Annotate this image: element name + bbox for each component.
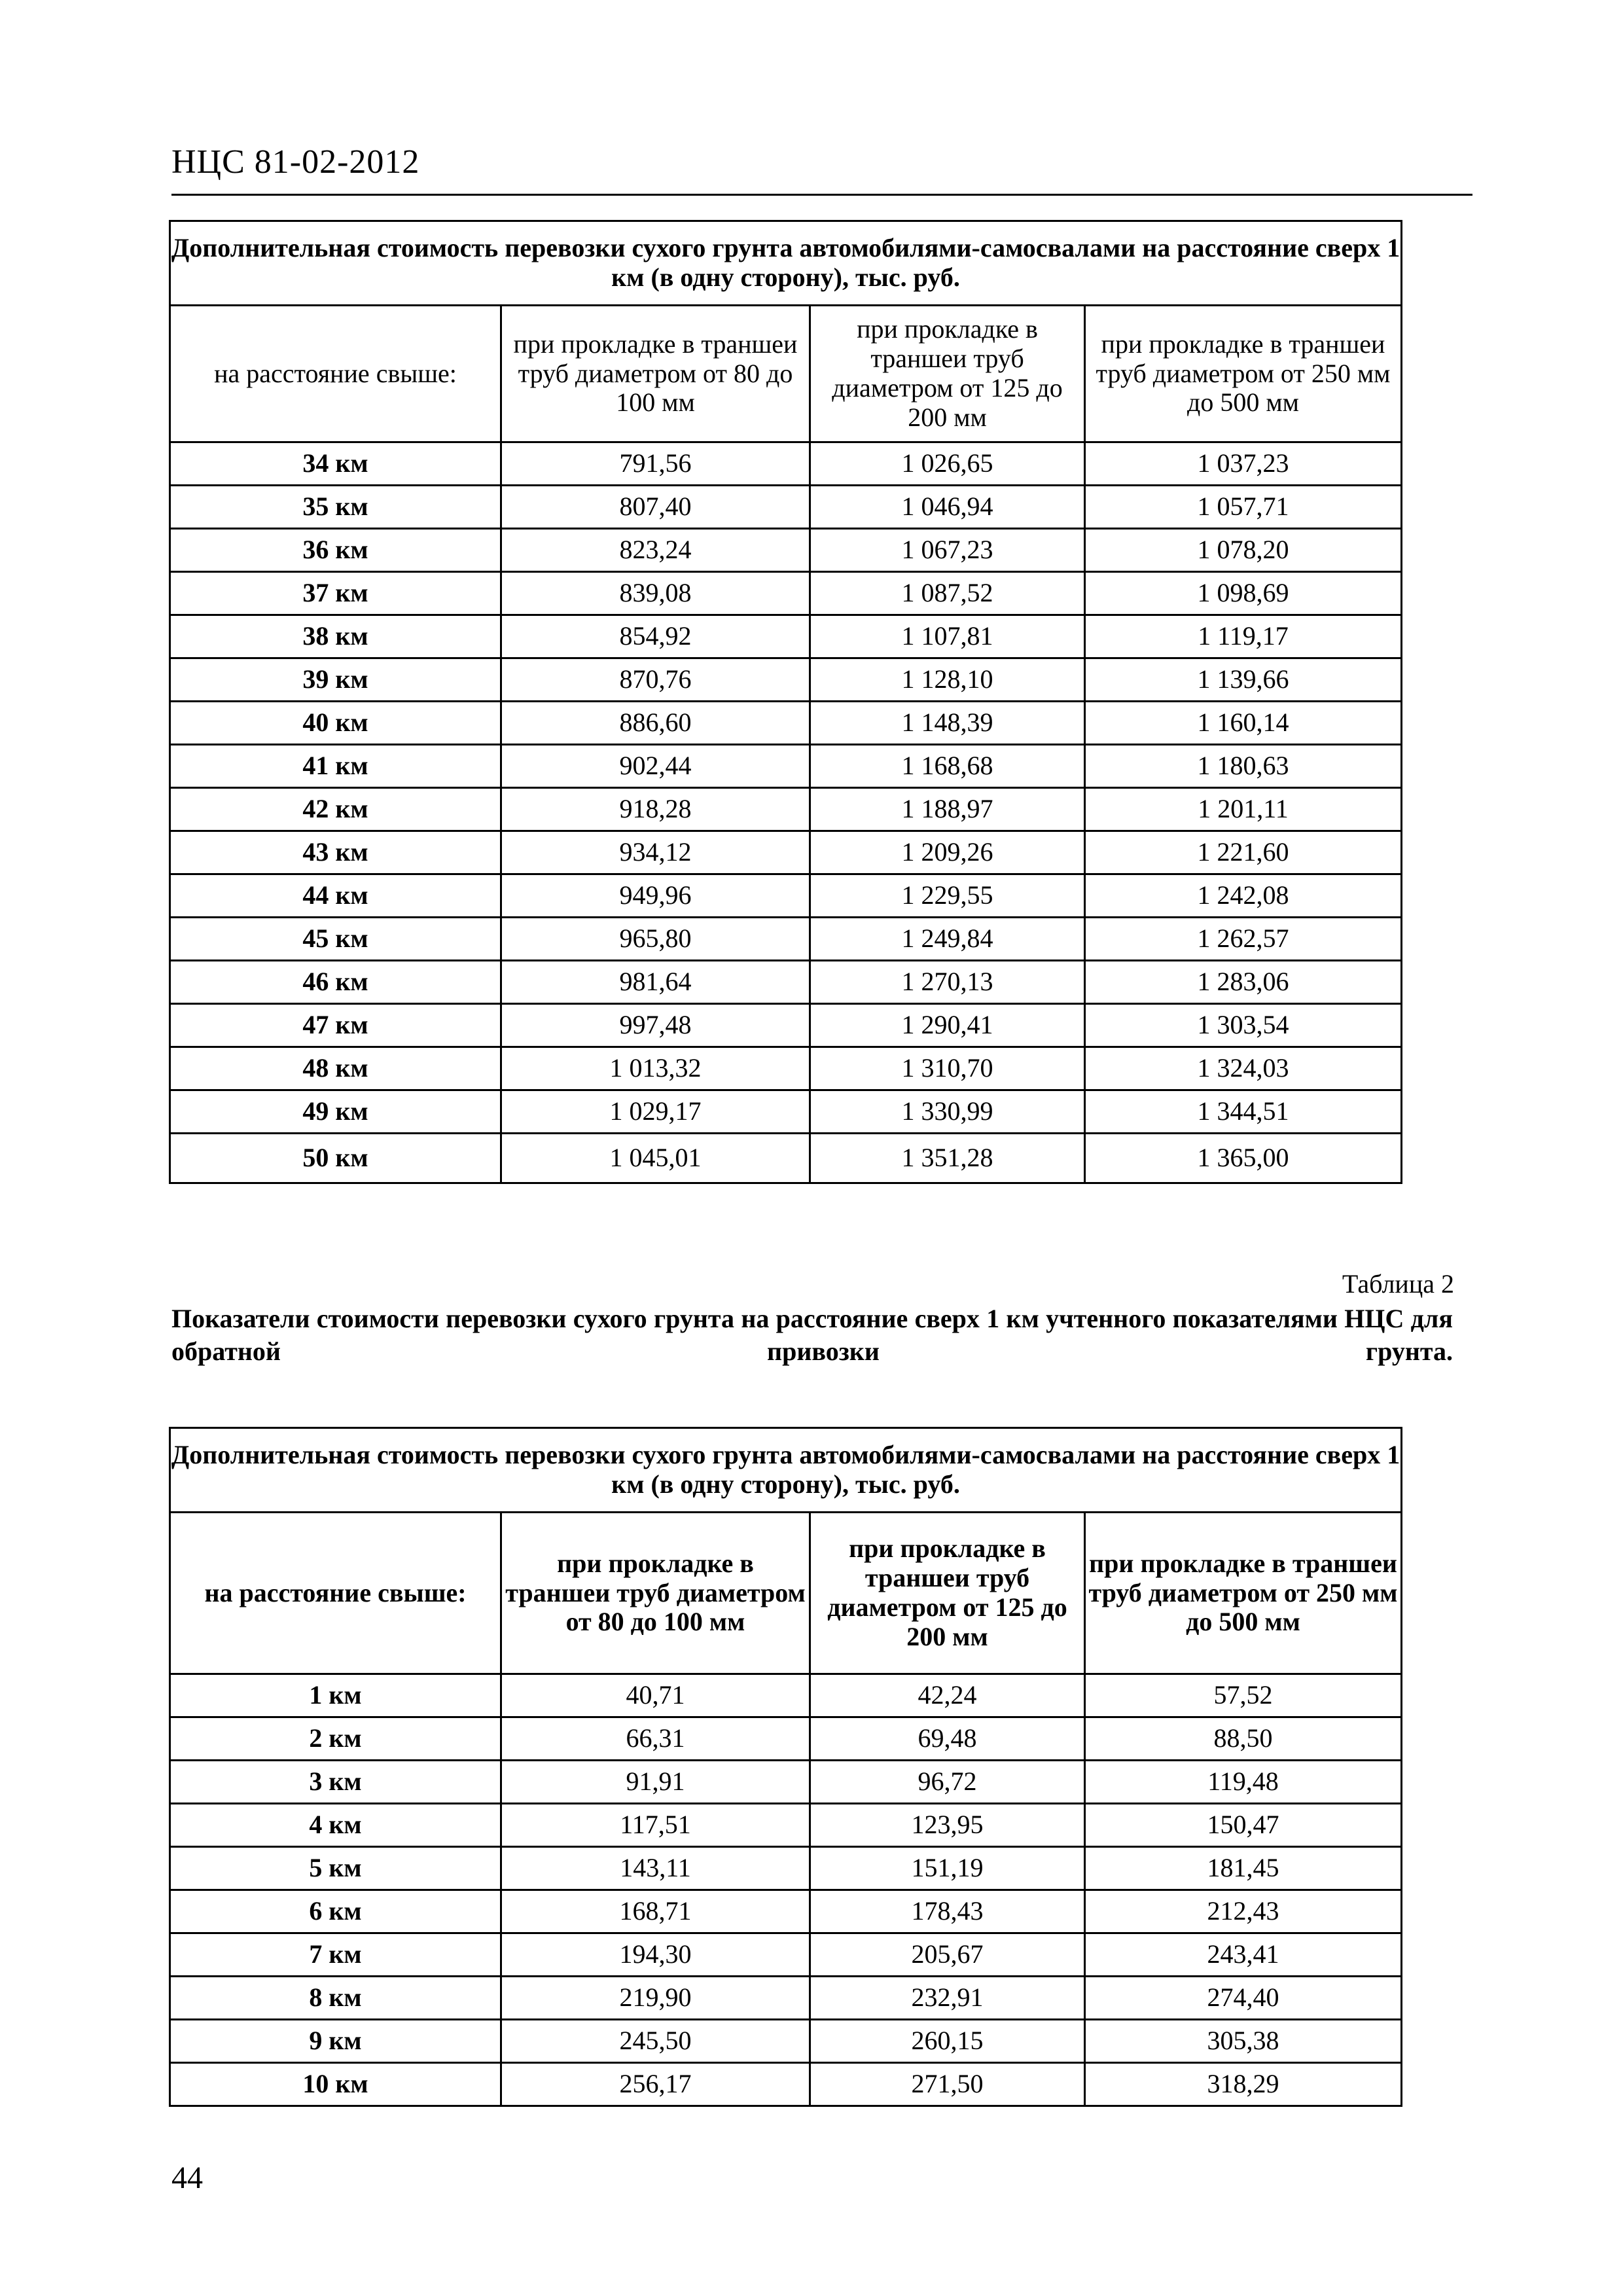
row-distance: 8 км bbox=[170, 1977, 501, 2020]
cost-diameter-80-100: 981,64 bbox=[501, 961, 810, 1004]
cost-diameter-125-200: 1 310,70 bbox=[810, 1047, 1085, 1090]
cost-diameter-250-500: 1 119,17 bbox=[1085, 615, 1402, 658]
row-distance: 35 км bbox=[170, 486, 501, 529]
cost-diameter-250-500: 1 078,20 bbox=[1085, 529, 1402, 572]
table-row bbox=[170, 615, 1402, 658]
cost-diameter-80-100: 117,51 bbox=[501, 1804, 810, 1847]
table-row bbox=[170, 874, 1402, 918]
table-row bbox=[170, 1761, 1402, 1804]
row-distance: 41 км bbox=[170, 745, 501, 788]
row-distance: 10 км bbox=[170, 2063, 501, 2106]
column-header-diameter-80-100: при прокладке в траншеи труб диаметром от 80 до 100 мм bbox=[501, 1513, 810, 1674]
cost-diameter-125-200: 1 229,55 bbox=[810, 874, 1085, 918]
cost-diameter-250-500: 1 221,60 bbox=[1085, 831, 1402, 874]
table-caption: Дополнительная стоимость перевозки сухого грунта автомобилями-самосвалами на расстояние сверх 1 км (в одну сторону), тыс. руб. bbox=[170, 1428, 1402, 1513]
cost-diameter-80-100: 807,40 bbox=[501, 486, 810, 529]
cost-diameter-125-200: 205,67 bbox=[810, 1933, 1085, 1977]
column-header-diameter-80-100: при прокладке в траншеи труб диаметром от 80 до 100 мм bbox=[501, 306, 810, 442]
cost-diameter-250-500: 1 139,66 bbox=[1085, 658, 1402, 702]
row-distance: 45 км bbox=[170, 918, 501, 961]
cost-diameter-80-100: 823,24 bbox=[501, 529, 810, 572]
row-distance: 44 км bbox=[170, 874, 501, 918]
cost-diameter-80-100: 965,80 bbox=[501, 918, 810, 961]
transport-cost-table-34-50km bbox=[169, 220, 1402, 1184]
cost-diameter-125-200: 151,19 bbox=[810, 1847, 1085, 1890]
table-caption: Дополнительная стоимость перевозки сухого грунта автомобилями-самосвалами на расстояние сверх 1 км (в одну сторону), тыс. руб. bbox=[170, 221, 1402, 306]
table-row bbox=[170, 442, 1402, 486]
table-label: Таблица 2 bbox=[1342, 1269, 1454, 1299]
table-row bbox=[170, 2063, 1402, 2106]
table-row bbox=[170, 572, 1402, 615]
table-row bbox=[170, 788, 1402, 831]
cost-diameter-125-200: 232,91 bbox=[810, 1977, 1085, 2020]
cost-diameter-80-100: 1 029,17 bbox=[501, 1090, 810, 1134]
table-row bbox=[170, 918, 1402, 961]
cost-diameter-250-500: 88,50 bbox=[1085, 1717, 1402, 1761]
row-distance: 34 км bbox=[170, 442, 501, 486]
table-row bbox=[170, 486, 1402, 529]
table-row bbox=[170, 2020, 1402, 2063]
column-header-diameter-125-200: при прокладке в траншеи труб диаметром от 125 до 200 мм bbox=[810, 306, 1085, 442]
cost-diameter-250-500: 1 344,51 bbox=[1085, 1090, 1402, 1134]
table-row bbox=[170, 702, 1402, 745]
row-distance: 4 км bbox=[170, 1804, 501, 1847]
cost-diameter-80-100: 870,76 bbox=[501, 658, 810, 702]
row-distance: 5 км bbox=[170, 1847, 501, 1890]
column-header-diameter-125-200: при прокладке в траншеи труб диаметром от 125 до 200 мм bbox=[810, 1513, 1085, 1674]
row-distance: 2 км bbox=[170, 1717, 501, 1761]
cost-diameter-250-500: 1 303,54 bbox=[1085, 1004, 1402, 1047]
cost-diameter-80-100: 256,17 bbox=[501, 2063, 810, 2106]
cost-diameter-250-500: 119,48 bbox=[1085, 1761, 1402, 1804]
table-row bbox=[170, 1933, 1402, 1977]
row-distance: 42 км bbox=[170, 788, 501, 831]
transport-cost-table-1-10km bbox=[169, 1427, 1402, 2107]
cost-diameter-80-100: 168,71 bbox=[501, 1890, 810, 1933]
row-distance: 3 км bbox=[170, 1761, 501, 1804]
row-distance: 36 км bbox=[170, 529, 501, 572]
table-row bbox=[170, 1674, 1402, 1717]
table-row bbox=[170, 529, 1402, 572]
row-distance: 9 км bbox=[170, 2020, 501, 2063]
table-row bbox=[170, 1977, 1402, 2020]
cost-diameter-250-500: 1 242,08 bbox=[1085, 874, 1402, 918]
cost-diameter-125-200: 1 046,94 bbox=[810, 486, 1085, 529]
cost-diameter-80-100: 1 045,01 bbox=[501, 1134, 810, 1183]
cost-diameter-250-500: 212,43 bbox=[1085, 1890, 1402, 1933]
table-row bbox=[170, 1134, 1402, 1183]
cost-diameter-125-200: 1 351,28 bbox=[810, 1134, 1085, 1183]
cost-diameter-125-200: 271,50 bbox=[810, 2063, 1085, 2106]
cost-diameter-125-200: 1 107,81 bbox=[810, 615, 1085, 658]
table-row bbox=[170, 1717, 1402, 1761]
cost-diameter-80-100: 1 013,32 bbox=[501, 1047, 810, 1090]
cost-diameter-125-200: 1 290,41 bbox=[810, 1004, 1085, 1047]
cost-diameter-125-200: 69,48 bbox=[810, 1717, 1085, 1761]
table-body bbox=[170, 442, 1402, 1183]
cost-diameter-80-100: 997,48 bbox=[501, 1004, 810, 1047]
cost-diameter-125-200: 1 188,97 bbox=[810, 788, 1085, 831]
table-row bbox=[170, 1004, 1402, 1047]
cost-diameter-125-200: 1 330,99 bbox=[810, 1090, 1085, 1134]
header-divider bbox=[171, 194, 1472, 196]
cost-diameter-250-500: 181,45 bbox=[1085, 1847, 1402, 1890]
cost-diameter-250-500: 57,52 bbox=[1085, 1674, 1402, 1717]
cost-diameter-125-200: 1 026,65 bbox=[810, 442, 1085, 486]
page-number: 44 bbox=[171, 2161, 203, 2195]
cost-diameter-250-500: 305,38 bbox=[1085, 2020, 1402, 2063]
table-row bbox=[170, 1047, 1402, 1090]
cost-diameter-80-100: 194,30 bbox=[501, 1933, 810, 1977]
row-distance: 50 км bbox=[170, 1134, 501, 1183]
cost-diameter-80-100: 839,08 bbox=[501, 572, 810, 615]
cost-diameter-250-500: 1 365,00 bbox=[1085, 1134, 1402, 1183]
cost-diameter-80-100: 934,12 bbox=[501, 831, 810, 874]
cost-diameter-250-500: 1 160,14 bbox=[1085, 702, 1402, 745]
cost-diameter-80-100: 91,91 bbox=[501, 1761, 810, 1804]
table-row bbox=[170, 1890, 1402, 1933]
cost-diameter-250-500: 150,47 bbox=[1085, 1804, 1402, 1847]
cost-diameter-80-100: 791,56 bbox=[501, 442, 810, 486]
row-distance: 1 км bbox=[170, 1674, 501, 1717]
cost-diameter-250-500: 243,41 bbox=[1085, 1933, 1402, 1977]
table-row bbox=[170, 658, 1402, 702]
table-body bbox=[170, 1674, 1402, 2106]
table-row bbox=[170, 1090, 1402, 1134]
row-distance: 37 км bbox=[170, 572, 501, 615]
cost-diameter-250-500: 1 037,23 bbox=[1085, 442, 1402, 486]
row-distance: 47 км bbox=[170, 1004, 501, 1047]
table-row bbox=[170, 1804, 1402, 1847]
cost-diameter-125-200: 1 168,68 bbox=[810, 745, 1085, 788]
column-header-diameter-250-500: при прокладке в траншеи труб диаметром от 250 мм до 500 мм bbox=[1085, 306, 1402, 442]
column-header-distance: на расстояние свыше: bbox=[170, 1513, 501, 1674]
cost-diameter-250-500: 1 057,71 bbox=[1085, 486, 1402, 529]
cost-diameter-125-200: 1 067,23 bbox=[810, 529, 1085, 572]
cost-diameter-125-200: 1 128,10 bbox=[810, 658, 1085, 702]
cost-diameter-250-500: 1 262,57 bbox=[1085, 918, 1402, 961]
cost-diameter-250-500: 274,40 bbox=[1085, 1977, 1402, 2020]
cost-diameter-125-200: 1 209,26 bbox=[810, 831, 1085, 874]
cost-diameter-125-200: 96,72 bbox=[810, 1761, 1085, 1804]
cost-diameter-80-100: 918,28 bbox=[501, 788, 810, 831]
cost-diameter-125-200: 1 249,84 bbox=[810, 918, 1085, 961]
table-row bbox=[170, 831, 1402, 874]
column-header-diameter-250-500: при прокладке в траншеи труб диаметром от 250 мм до 500 мм bbox=[1085, 1513, 1402, 1674]
cost-diameter-125-200: 42,24 bbox=[810, 1674, 1085, 1717]
document-code: НЦС 81-02-2012 bbox=[171, 143, 420, 181]
cost-diameter-250-500: 318,29 bbox=[1085, 2063, 1402, 2106]
cost-diameter-125-200: 178,43 bbox=[810, 1890, 1085, 1933]
cost-diameter-250-500: 1 180,63 bbox=[1085, 745, 1402, 788]
cost-diameter-250-500: 1 201,11 bbox=[1085, 788, 1402, 831]
cost-diameter-125-200: 1 087,52 bbox=[810, 572, 1085, 615]
cost-diameter-125-200: 260,15 bbox=[810, 2020, 1085, 2063]
row-distance: 38 км bbox=[170, 615, 501, 658]
cost-diameter-80-100: 219,90 bbox=[501, 1977, 810, 2020]
table-row bbox=[170, 961, 1402, 1004]
cost-diameter-125-200: 1 270,13 bbox=[810, 961, 1085, 1004]
cost-diameter-250-500: 1 283,06 bbox=[1085, 961, 1402, 1004]
row-distance: 6 км bbox=[170, 1890, 501, 1933]
cost-diameter-250-500: 1 324,03 bbox=[1085, 1047, 1402, 1090]
cost-diameter-80-100: 143,11 bbox=[501, 1847, 810, 1890]
cost-diameter-80-100: 66,31 bbox=[501, 1717, 810, 1761]
column-header-distance: на расстояние свыше: bbox=[170, 306, 501, 442]
row-distance: 49 км bbox=[170, 1090, 501, 1134]
row-distance: 46 км bbox=[170, 961, 501, 1004]
cost-diameter-80-100: 886,60 bbox=[501, 702, 810, 745]
cost-diameter-80-100: 902,44 bbox=[501, 745, 810, 788]
cost-diameter-125-200: 1 148,39 bbox=[810, 702, 1085, 745]
table-row bbox=[170, 1847, 1402, 1890]
section-heading: Показатели стоимости перевозки сухого грунта на расстояние сверх 1 км учтенного показателями НЦС для обратной привозки грунта. bbox=[171, 1304, 1453, 1366]
cost-diameter-80-100: 245,50 bbox=[501, 2020, 810, 2063]
row-distance: 39 км bbox=[170, 658, 501, 702]
row-distance: 40 км bbox=[170, 702, 501, 745]
row-distance: 7 км bbox=[170, 1933, 501, 1977]
row-distance: 48 км bbox=[170, 1047, 501, 1090]
cost-diameter-125-200: 123,95 bbox=[810, 1804, 1085, 1847]
row-distance: 43 км bbox=[170, 831, 501, 874]
cost-diameter-80-100: 40,71 bbox=[501, 1674, 810, 1717]
cost-diameter-250-500: 1 098,69 bbox=[1085, 572, 1402, 615]
cost-diameter-80-100: 949,96 bbox=[501, 874, 810, 918]
table-row bbox=[170, 745, 1402, 788]
cost-diameter-80-100: 854,92 bbox=[501, 615, 810, 658]
